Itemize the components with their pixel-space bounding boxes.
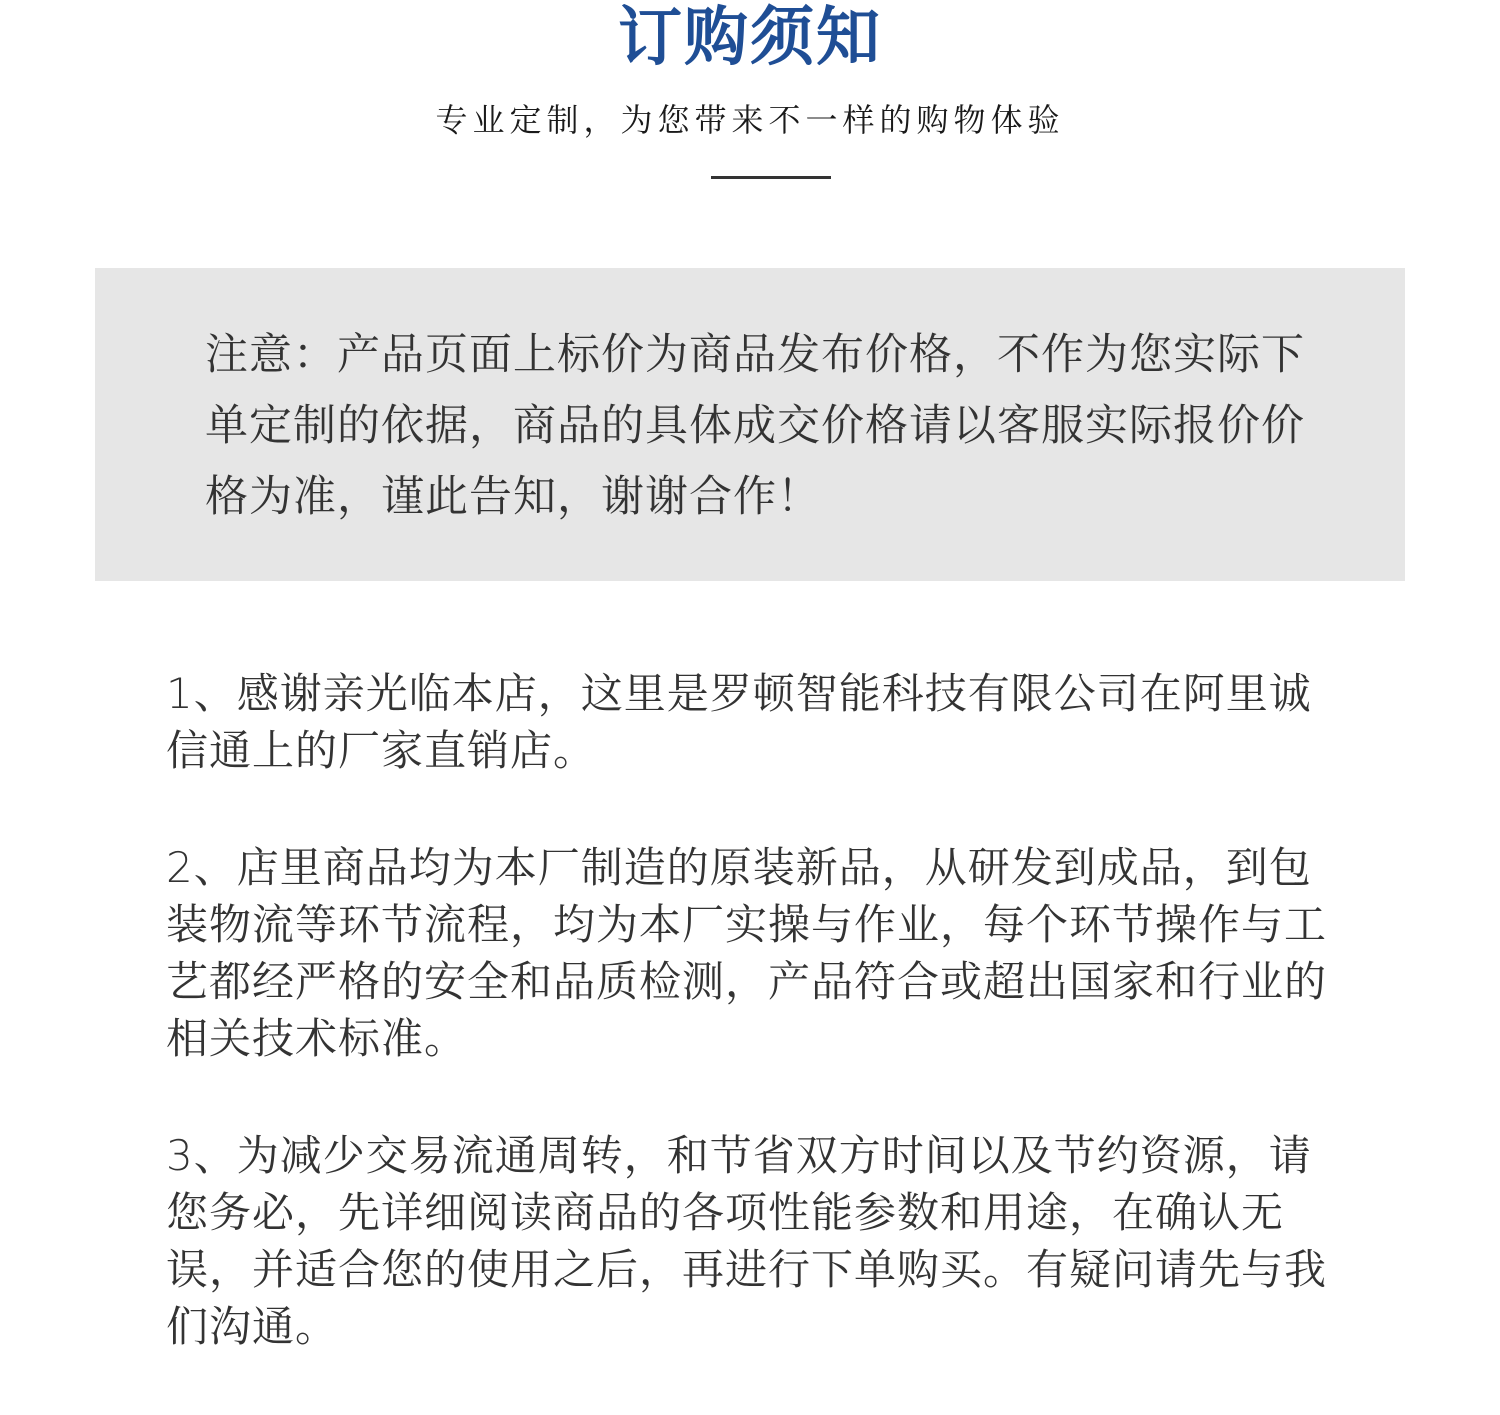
terms-item-2: 2、店里商品均为本厂制造的原装新品，从研发到成品，到包装物流等环节流程，均为本厂实操与作业，每个环节操作与工艺都经严格的安全和品质检测，产品符合或超出国家和行业的相关技术标准。 (166, 843, 1328, 1063)
title-divider (711, 176, 831, 179)
notice-box (95, 268, 1405, 581)
notice-text: 注意：产品页面上标价为商品发布价格，不作为您实际下单定制的依据，商品的具体成交价格请以客服实际报价价格为准，谨此告知，谢谢合作！ (205, 330, 1305, 522)
terms-item-3: 3、为减少交易流通周转，和节省双方时间以及节约资源，请您务必，先详细阅读商品的各项性能参数和用途，在确认无误，并适合您的使用之后，再进行下单购买。有疑问请先与我们沟通。 (166, 1131, 1328, 1351)
terms-list (166, 665, 1336, 1415)
page-subtitle: 专业定制，为您带来不一样的购物体验 (435, 101, 1065, 139)
terms-item-1: 1、感谢亲光临本店，这里是罗顿智能科技有限公司在阿里诚信通上的厂家直销店。 (166, 669, 1312, 775)
page-title: 订购须知 (618, 1, 882, 75)
